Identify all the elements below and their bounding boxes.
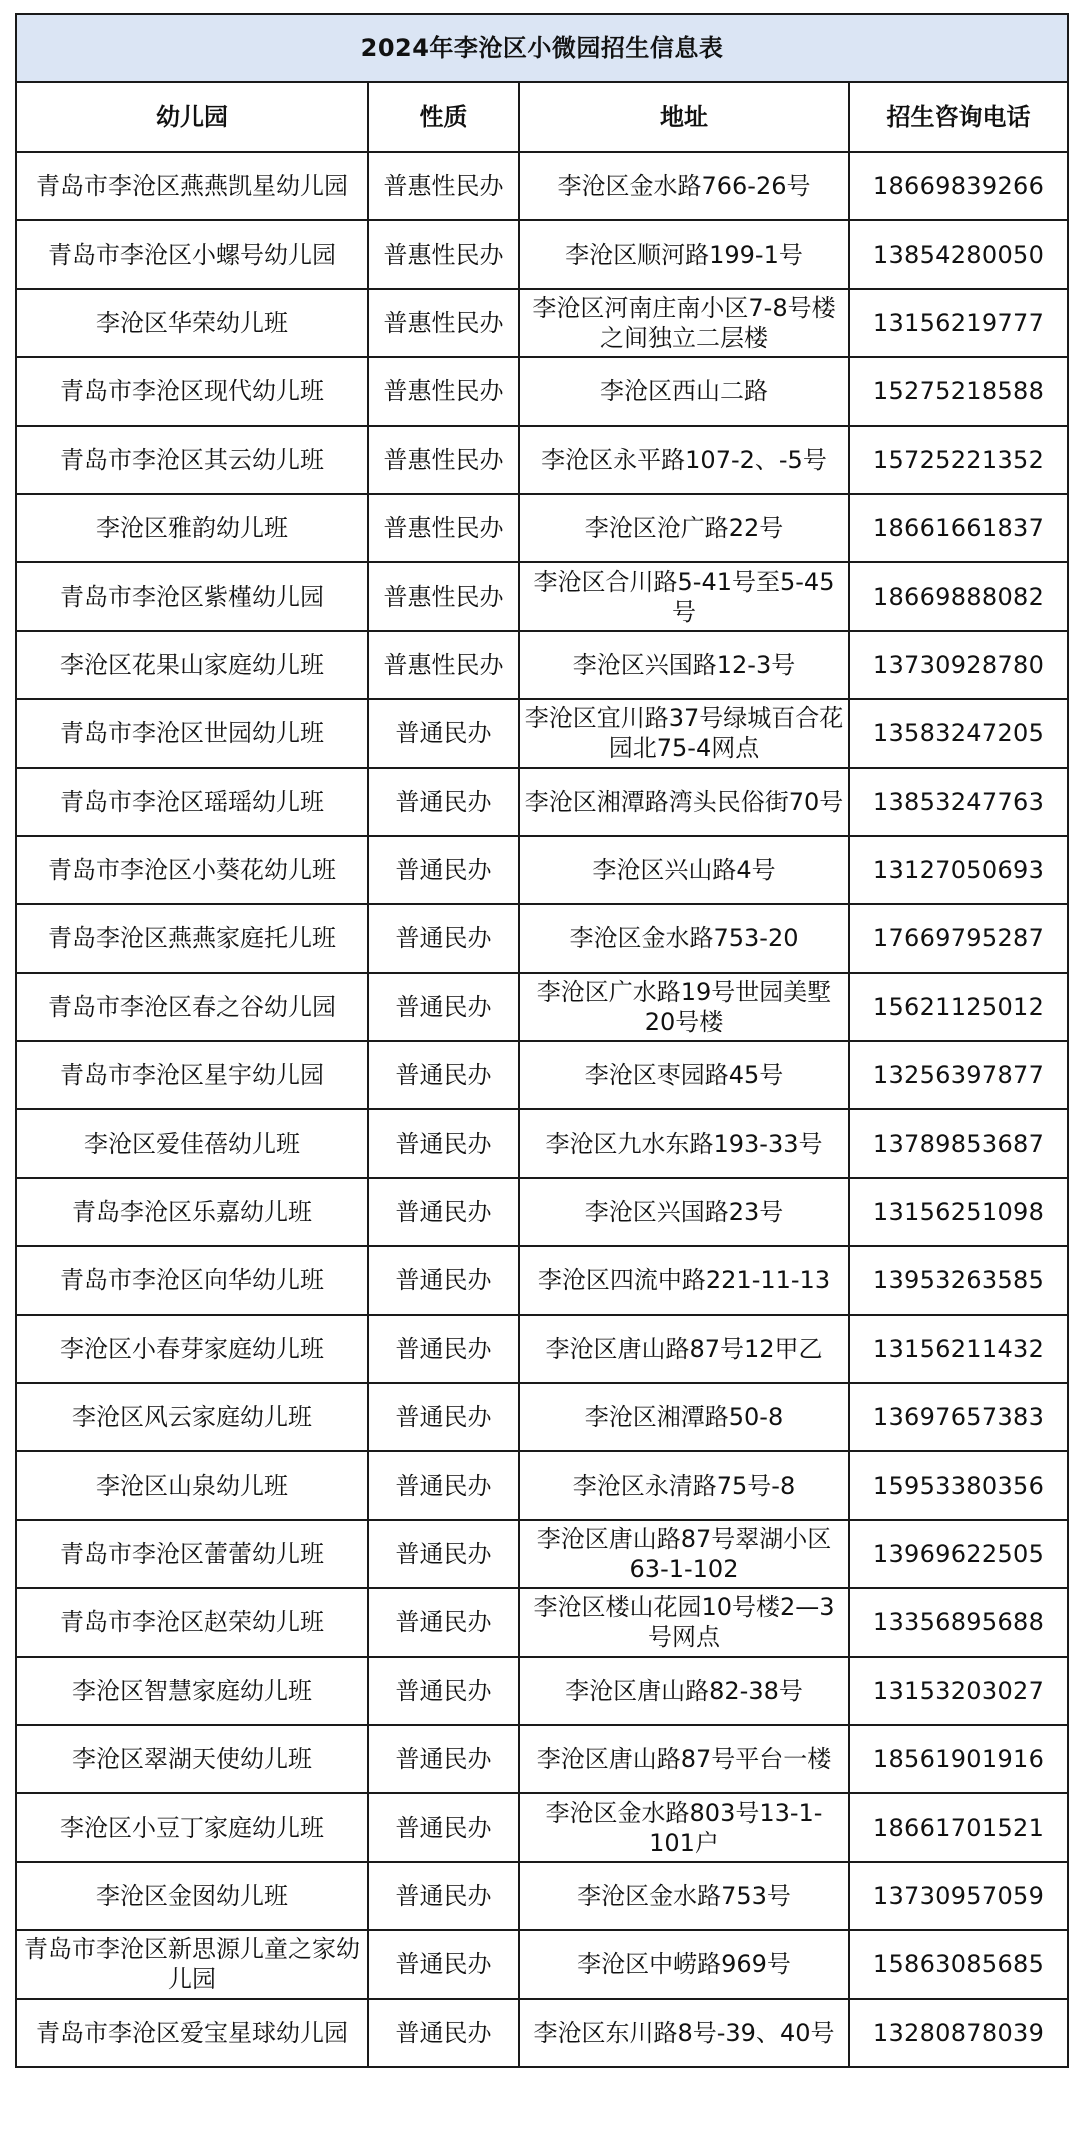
table-row — [16, 1657, 1068, 1725]
phone-cell: 13853247763 — [849, 768, 1068, 836]
type-cell: 普通民办 — [368, 973, 519, 1041]
table-row — [16, 1725, 1068, 1793]
table-title: 2024年李沧区小微园招生信息表 — [16, 14, 1068, 82]
type-cell: 普通民办 — [368, 836, 519, 904]
table-row — [16, 1246, 1068, 1314]
table-row — [16, 1520, 1068, 1588]
phone-cell: 13789853687 — [849, 1109, 1068, 1177]
address-cell: 李沧区金水路803号13-1-101户 — [519, 1793, 849, 1861]
type-cell: 普通民办 — [368, 768, 519, 836]
address-cell: 李沧区合川路5-41号至5-45号 — [519, 562, 849, 630]
table-row — [16, 1999, 1068, 2067]
type-cell: 普通民办 — [368, 1657, 519, 1725]
type-cell: 普通民办 — [368, 1999, 519, 2067]
type-cell: 普惠性民办 — [368, 426, 519, 494]
table-row — [16, 562, 1068, 630]
address-cell: 李沧区兴山路4号 — [519, 836, 849, 904]
address-cell: 李沧区唐山路87号翠湖小区63-1-102 — [519, 1520, 849, 1588]
table-row — [16, 357, 1068, 425]
enrollment-table — [15, 13, 1069, 2068]
table-row — [16, 1041, 1068, 1109]
phone-cell: 13156211432 — [849, 1315, 1068, 1383]
header-type: 性质 — [368, 82, 519, 152]
header-phone: 招生咨询电话 — [849, 82, 1068, 152]
table-row — [16, 426, 1068, 494]
phone-cell: 13730957059 — [849, 1862, 1068, 1930]
kindergarten-name-cell: 李沧区花果山家庭幼儿班 — [16, 631, 368, 699]
type-cell: 普通民办 — [368, 699, 519, 767]
table-row — [16, 836, 1068, 904]
kindergarten-name-cell: 青岛市李沧区蕾蕾幼儿班 — [16, 1520, 368, 1588]
phone-cell: 13356895688 — [849, 1588, 1068, 1656]
table-row — [16, 1383, 1068, 1451]
address-cell: 李沧区湘潭路湾头民俗街70号 — [519, 768, 849, 836]
type-cell: 普惠性民办 — [368, 220, 519, 288]
address-cell: 李沧区河南庄南小区7-8号楼之间独立二层楼 — [519, 289, 849, 357]
title-row — [16, 14, 1068, 82]
header-address: 地址 — [519, 82, 849, 152]
header-kindergarten: 幼儿园 — [16, 82, 368, 152]
type-cell: 普惠性民办 — [368, 562, 519, 630]
kindergarten-name-cell: 青岛市李沧区燕燕凯星幼儿园 — [16, 152, 368, 220]
type-cell: 普通民办 — [368, 1451, 519, 1519]
kindergarten-name-cell: 李沧区小豆丁家庭幼儿班 — [16, 1793, 368, 1861]
table-row — [16, 1178, 1068, 1246]
kindergarten-name-cell: 李沧区华荣幼儿班 — [16, 289, 368, 357]
kindergarten-name-cell: 李沧区爱佳蓓幼儿班 — [16, 1109, 368, 1177]
phone-cell: 15725221352 — [849, 426, 1068, 494]
kindergarten-name-cell: 青岛市李沧区现代幼儿班 — [16, 357, 368, 425]
type-cell: 普通民办 — [368, 1725, 519, 1793]
table-row — [16, 1930, 1068, 1998]
kindergarten-name-cell: 青岛市李沧区小葵花幼儿班 — [16, 836, 368, 904]
kindergarten-name-cell: 青岛李沧区乐嘉幼儿班 — [16, 1178, 368, 1246]
kindergarten-name-cell: 李沧区翠湖天使幼儿班 — [16, 1725, 368, 1793]
type-cell: 普惠性民办 — [368, 152, 519, 220]
address-cell: 李沧区西山二路 — [519, 357, 849, 425]
address-cell: 李沧区金水路753号 — [519, 1862, 849, 1930]
address-cell: 李沧区九水东路193-33号 — [519, 1109, 849, 1177]
address-cell: 李沧区兴国路23号 — [519, 1178, 849, 1246]
address-cell: 李沧区顺河路199-1号 — [519, 220, 849, 288]
kindergarten-name-cell: 李沧区风云家庭幼儿班 — [16, 1383, 368, 1451]
type-cell: 普通民办 — [368, 1930, 519, 1998]
type-cell: 普惠性民办 — [368, 357, 519, 425]
kindergarten-name-cell: 青岛市李沧区新思源儿童之家幼儿园 — [16, 1930, 368, 1998]
type-cell: 普通民办 — [368, 1315, 519, 1383]
kindergarten-name-cell: 青岛市李沧区紫槿幼儿园 — [16, 562, 368, 630]
phone-cell: 13156219777 — [849, 289, 1068, 357]
phone-cell: 18661661837 — [849, 494, 1068, 562]
kindergarten-name-cell: 李沧区小春芽家庭幼儿班 — [16, 1315, 368, 1383]
header-row — [16, 82, 1068, 152]
address-cell: 李沧区东川路8号-39、40号 — [519, 1999, 849, 2067]
phone-cell: 13969622505 — [849, 1520, 1068, 1588]
type-cell: 普通民办 — [368, 1383, 519, 1451]
table-row — [16, 1315, 1068, 1383]
type-cell: 普通民办 — [368, 1109, 519, 1177]
type-cell: 普通民办 — [368, 1588, 519, 1656]
type-cell: 普惠性民办 — [368, 494, 519, 562]
phone-cell: 15953380356 — [849, 1451, 1068, 1519]
address-cell: 李沧区唐山路82-38号 — [519, 1657, 849, 1725]
kindergarten-name-cell: 青岛市李沧区赵荣幼儿班 — [16, 1588, 368, 1656]
phone-cell: 18669839266 — [849, 152, 1068, 220]
address-cell: 李沧区广水路19号世园美墅20号楼 — [519, 973, 849, 1041]
address-cell: 李沧区唐山路87号平台一楼 — [519, 1725, 849, 1793]
phone-cell: 13280878039 — [849, 1999, 1068, 2067]
type-cell: 普通民办 — [368, 904, 519, 972]
enrollment-sheet — [15, 13, 1067, 2068]
kindergarten-name-cell: 青岛市李沧区其云幼儿班 — [16, 426, 368, 494]
type-cell: 普通民办 — [368, 1793, 519, 1861]
table-row — [16, 494, 1068, 562]
address-cell: 李沧区楼山花园10号楼2—3号网点 — [519, 1588, 849, 1656]
address-cell: 李沧区唐山路87号12甲乙 — [519, 1315, 849, 1383]
table-row — [16, 1793, 1068, 1861]
address-cell: 李沧区枣园路45号 — [519, 1041, 849, 1109]
phone-cell: 13156251098 — [849, 1178, 1068, 1246]
phone-cell: 15621125012 — [849, 973, 1068, 1041]
table-row — [16, 1862, 1068, 1930]
phone-cell: 13127050693 — [849, 836, 1068, 904]
kindergarten-name-cell: 青岛市李沧区爱宝星球幼儿园 — [16, 1999, 368, 2067]
phone-cell: 18661701521 — [849, 1793, 1068, 1861]
kindergarten-name-cell: 青岛市李沧区星宇幼儿园 — [16, 1041, 368, 1109]
table-row — [16, 904, 1068, 972]
address-cell: 李沧区宜川路37号绿城百合花园北75-4网点 — [519, 699, 849, 767]
kindergarten-name-cell: 青岛市李沧区小螺号幼儿园 — [16, 220, 368, 288]
phone-cell: 13854280050 — [849, 220, 1068, 288]
kindergarten-name-cell: 李沧区雅韵幼儿班 — [16, 494, 368, 562]
address-cell: 李沧区永清路75号-8 — [519, 1451, 849, 1519]
address-cell: 李沧区金水路766-26号 — [519, 152, 849, 220]
phone-cell: 18669888082 — [849, 562, 1068, 630]
kindergarten-name-cell: 青岛李沧区燕燕家庭托儿班 — [16, 904, 368, 972]
phone-cell: 18561901916 — [849, 1725, 1068, 1793]
table-row — [16, 973, 1068, 1041]
kindergarten-name-cell: 李沧区金囡幼儿班 — [16, 1862, 368, 1930]
address-cell: 李沧区沧广路22号 — [519, 494, 849, 562]
kindergarten-name-cell: 李沧区山泉幼儿班 — [16, 1451, 368, 1519]
type-cell: 普通民办 — [368, 1520, 519, 1588]
kindergarten-name-cell: 青岛市李沧区世园幼儿班 — [16, 699, 368, 767]
address-cell: 李沧区四流中路221-11-13 — [519, 1246, 849, 1314]
address-cell: 李沧区金水路753-20 — [519, 904, 849, 972]
table-row — [16, 768, 1068, 836]
type-cell: 普通民办 — [368, 1246, 519, 1314]
phone-cell: 13153203027 — [849, 1657, 1068, 1725]
type-cell: 普通民办 — [368, 1178, 519, 1246]
kindergarten-name-cell: 李沧区智慧家庭幼儿班 — [16, 1657, 368, 1725]
phone-cell: 13953263585 — [849, 1246, 1068, 1314]
phone-cell: 13697657383 — [849, 1383, 1068, 1451]
phone-cell: 13256397877 — [849, 1041, 1068, 1109]
table-row — [16, 220, 1068, 288]
table-row — [16, 1588, 1068, 1656]
kindergarten-name-cell: 青岛市李沧区瑶瑶幼儿班 — [16, 768, 368, 836]
table-row — [16, 1109, 1068, 1177]
phone-cell: 13730928780 — [849, 631, 1068, 699]
phone-cell: 15863085685 — [849, 1930, 1068, 1998]
address-cell: 李沧区中崂路969号 — [519, 1930, 849, 1998]
phone-cell: 13583247205 — [849, 699, 1068, 767]
type-cell: 普惠性民办 — [368, 289, 519, 357]
type-cell: 普通民办 — [368, 1862, 519, 1930]
phone-cell: 15275218588 — [849, 357, 1068, 425]
table-row — [16, 152, 1068, 220]
phone-cell: 17669795287 — [849, 904, 1068, 972]
kindergarten-name-cell: 青岛市李沧区春之谷幼儿园 — [16, 973, 368, 1041]
table-row — [16, 1451, 1068, 1519]
table-row — [16, 631, 1068, 699]
table-row — [16, 699, 1068, 767]
table-row — [16, 289, 1068, 357]
address-cell: 李沧区湘潭路50-8 — [519, 1383, 849, 1451]
address-cell: 李沧区永平路107-2、-5号 — [519, 426, 849, 494]
address-cell: 李沧区兴国路12-3号 — [519, 631, 849, 699]
type-cell: 普通民办 — [368, 1041, 519, 1109]
type-cell: 普惠性民办 — [368, 631, 519, 699]
kindergarten-name-cell: 青岛市李沧区向华幼儿班 — [16, 1246, 368, 1314]
